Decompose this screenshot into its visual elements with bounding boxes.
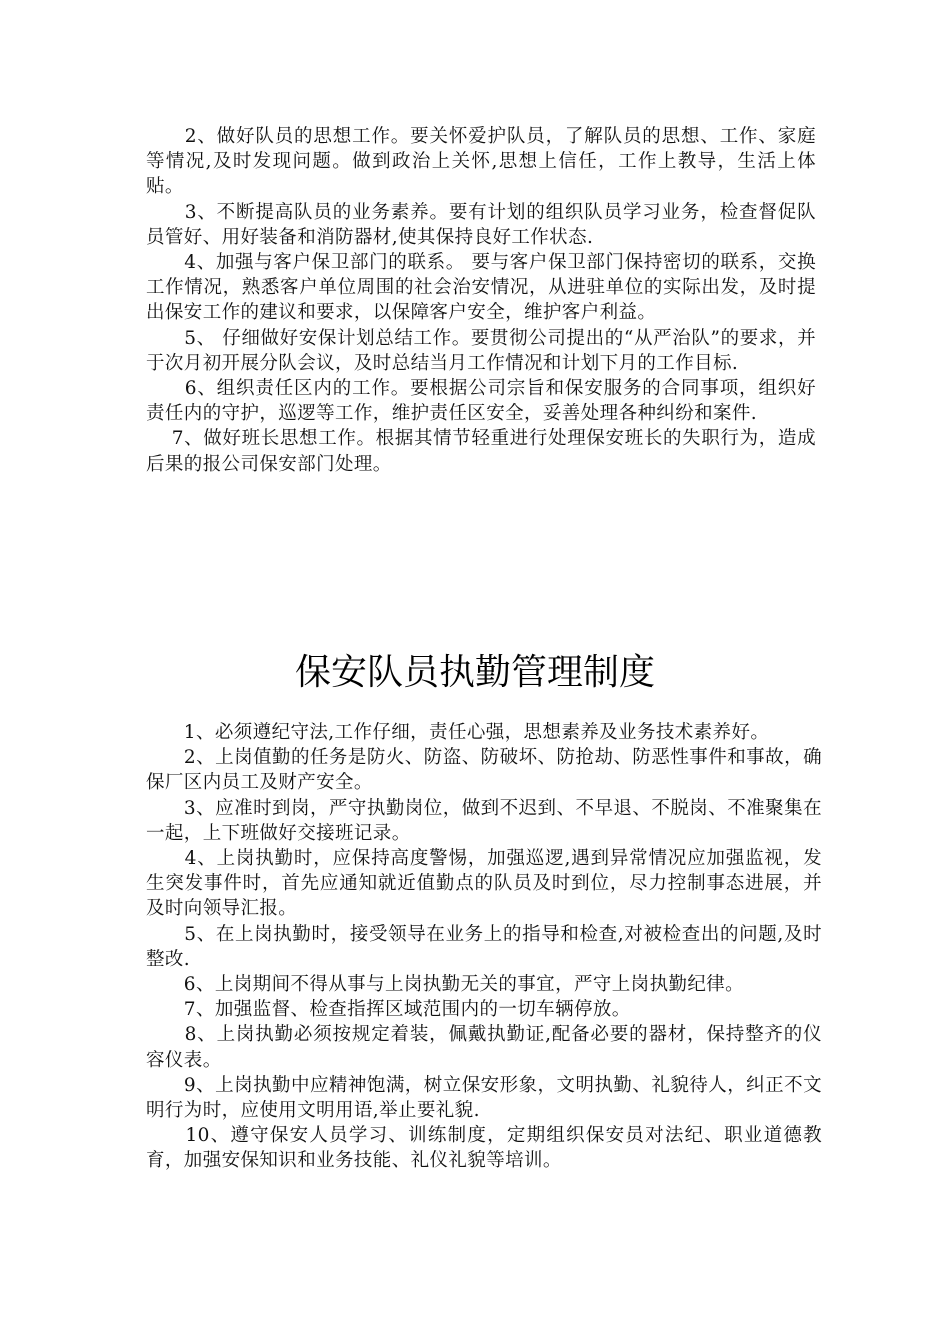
- rule-5: 5、在上岗执勤时，接受领导在业务上的指导和检查,对被检查出的问题,及时整改.: [146, 923, 822, 970]
- paragraph-7: 7、做好班长思想工作。根据其情节轻重进行处理保安班长的失职行为，造成后果的报公司保安部门处理。: [146, 428, 816, 475]
- rule-10: 10、遵守保安人员学习、训练制度，定期组织保安员对法纪、职业道德教育，加强安保知识和业务技能、礼仪礼貌等培训。: [146, 1125, 822, 1172]
- rule-3: 3、应准时到岗，严守执勤岗位，做到不迟到、不早退、不脱岗、不准聚集在一起，上下班做好交接班记录。: [146, 797, 822, 844]
- rule-7: 7、加强监督、检查指挥区域范围内的一切车辆停放。: [146, 999, 631, 1021]
- section-title: 保安队员执勤管理制度: [294, 652, 655, 693]
- rule-8: 8、上岗执勤必须按规定着装，佩戴执勤证,配备必要的器材，保持整齐的仪容仪表。: [146, 1024, 822, 1071]
- paragraph-6: 6、组织责任区内的工作。要根据公司宗旨和保安服务的合同事项，组织好责任内的守护，巡逻等工作，维护责任区安全，妥善处理各种纠纷和案件.: [146, 378, 816, 425]
- rule-1: 1、必须遵纪守法,工作仔细，责任心强，思想素养及业务技术素养好。: [146, 722, 770, 743]
- rule-6: 6、上岗期间不得从事与上岗执勤无关的事宜，严守上岗执勤纪律。: [146, 974, 745, 996]
- rule-2: 2、上岗值勤的任务是防火、防盗、防破坏、防抢劫、防恶性事件和事故，确保厂区内员工及财产安全。: [146, 747, 822, 794]
- duties-section: [146, 124, 816, 477]
- paragraph-5: 5、 仔细做好安保计划总结工作。要贯彻公司提出的“从严治队”的要求，并于次月初开展分队会议，及时总结当月工作情况和计划下月的工作目标.: [146, 327, 816, 374]
- rule-4: 4、上岗执勤时，应保持高度警惕，加强巡逻,遇到异常情况应加强监视，发生突发事件时，首先应通知就近值勤点的队员及时到位，尽力控制事态进展，并及时向领导汇报。: [146, 848, 822, 920]
- rule-9: 9、上岗执勤中应精神饱满，树立保安形象，文明执勤、礼貌待人，纠正不文明行为时，应使用文明用语,举止要礼貌.: [146, 1074, 822, 1122]
- paragraph-2: 2、做好队员的思想工作。要关怀爱护队员，了解队员的思想、工作、家庭等情况,及时发现问题。做到政治上关怀,思想上信任，工作上教导，生活上体贴。: [146, 126, 816, 198]
- paragraph-4: 4、加强与客户保卫部门的联系。 要与客户保卫部门保持密切的联系，交换工作情况，熟悉客户单位周围的社会治安情况，从进驻单位的实际出发，及时提出保安工作的建议和要求，以保障客户安全，维护客户利益。: [146, 252, 816, 324]
- paragraph-3: 3、不断提高队员的业务素养。要有计划的组织队员学习业务，检查督促队员管好、用好装备和消防器材,使其保持良好工作状态.: [146, 201, 816, 248]
- rules-section: [146, 720, 822, 1174]
